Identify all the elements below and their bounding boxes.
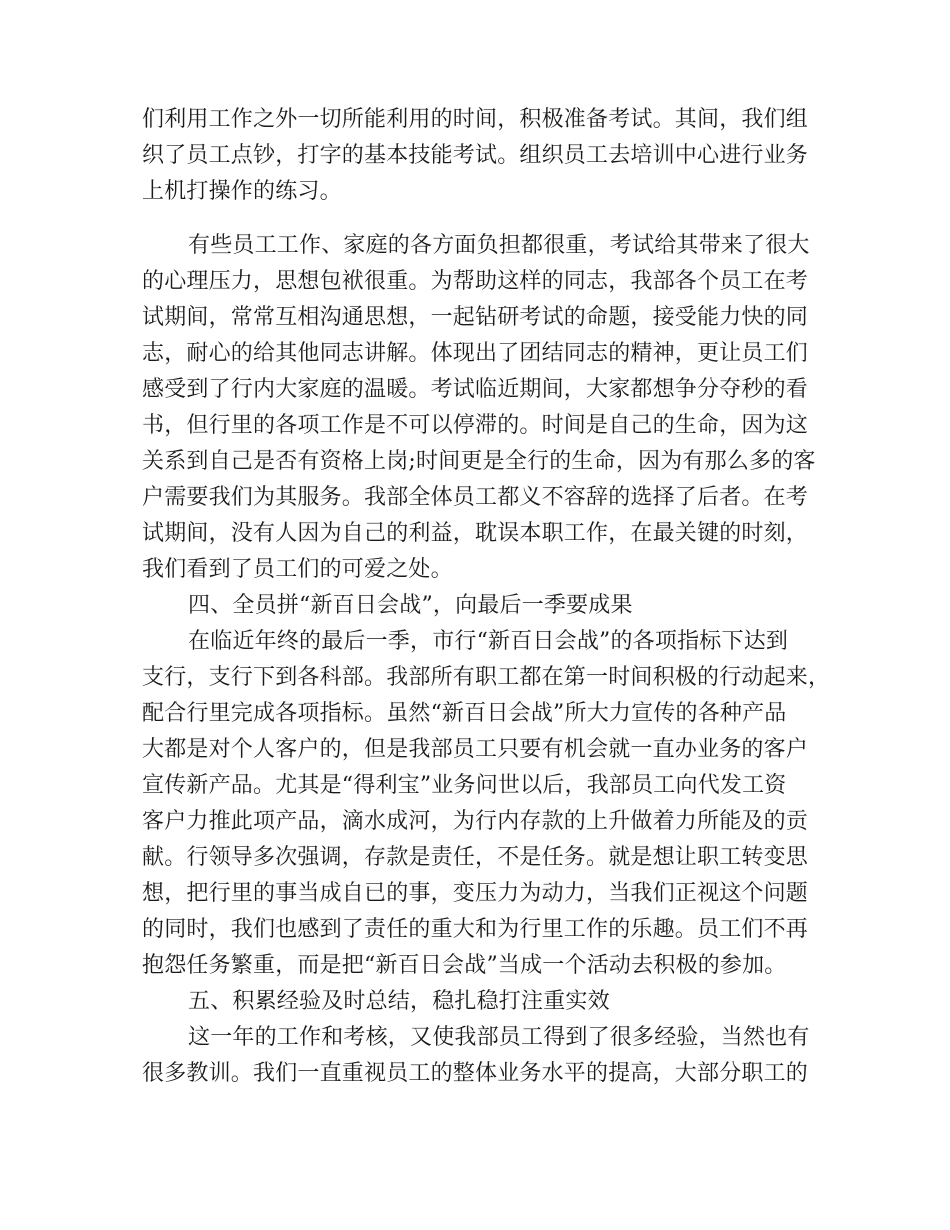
text-line: 们利用工作之外一切所能利用的时间，积极准备考试。其间，我们组 [142, 107, 809, 132]
section-heading-4: 四、全员拼“新百日会战”，向最后一季要成果 [188, 593, 633, 618]
paragraph-first-line: 这一年的工作和考核，又使我部员工得到了很多经验，当然也有 [188, 1025, 810, 1050]
text-line: 试期间，没有人因为自己的利益，耽误本职工作，在最关键的时刻， [142, 521, 809, 546]
text-line: 织了员工点钞，打字的基本技能考试。组织员工去培训中心进行业务 [142, 143, 809, 168]
text-line: 献。行领导多次强调，存款是责任，不是任务。就是想让职工转变思 [142, 845, 809, 870]
section-heading-5: 五、积累经验及时总结，稳扎稳打注重实效 [188, 989, 610, 1014]
text-line: 的同时，我们也感到了责任的重大和为行里工作的乐趣。员工们不再 [142, 917, 809, 942]
text-line: 大都是对个人客户的，但是我部员工只要有机会就一直办业务的客户 [142, 737, 809, 762]
text-line: 配合行里完成各项指标。虽然“新百日会战”所大力宣传的各种产品 [142, 701, 787, 726]
paragraph-first-line: 有些员工工作、家庭的各方面负担都很重，考试给其带来了很大 [188, 233, 810, 258]
text-line: 关系到自己是否有资格上岗;时间更是全行的生命，因为有那么多的客 [142, 449, 816, 474]
text-line: 我们看到了员工们的可爱之处。 [142, 557, 453, 582]
text-line: 宣传新产品。尤其是“得利宝”业务问世以后，我部员工向代发工资 [142, 773, 787, 798]
text-line: 书，但行里的各项工作是不可以停滞的。时间是自己的生命，因为这 [142, 413, 809, 438]
text-line: 抱怨任务繁重，而是把“新百日会战”当成一个活动去积极的参加。 [142, 953, 787, 978]
text-line: 户需要我们为其服务。我部全体员工都义不容辞的选择了后者。在考 [142, 485, 809, 510]
text-line: 支行，支行下到各科部。我部所有职工都在第一时间积极的行动起来， [142, 665, 831, 690]
text-line: 很多教训。我们一直重视员工的整体业务水平的提高，大部分职工的 [142, 1061, 809, 1086]
text-line: 客户力推此项产品，滴水成河，为行内存款的上升做着力所能及的贡 [142, 809, 809, 834]
text-line: 感受到了行内大家庭的温暖。考试临近期间，大家都想争分夺秒的看 [142, 377, 809, 402]
text-line: 上机打操作的练习。 [142, 179, 342, 204]
text-line: 的心理压力，思想包袱很重。为帮助这样的同志，我部各个员工在考 [142, 269, 809, 294]
text-line: 试期间，常常互相沟通思想，一起钻研考试的命题，接受能力快的同 [142, 305, 809, 330]
paragraph-first-line: 在临近年终的最后一季，市行“新百日会战”的各项指标下达到 [188, 629, 789, 654]
text-line: 志，耐心的给其他同志讲解。体现出了团结同志的精神，更让员工们 [142, 341, 809, 366]
text-line: 想，把行里的事当成自已的事，变压力为动力，当我们正视这个问题 [142, 881, 809, 906]
